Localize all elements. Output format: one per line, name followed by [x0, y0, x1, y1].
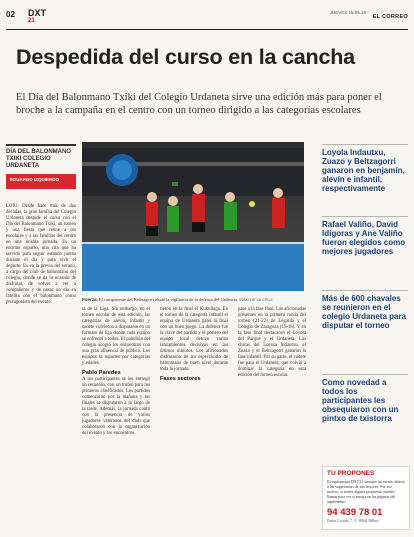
- author-box: [6, 174, 76, 189]
- deck: El Día del Balonmano Txiki del Colegio Urdaneta sirve una edición más para poner el broche a la campaña en el centro con un torneo dirigido a las categorías escolares: [16, 92, 382, 116]
- page-header: [6, 6, 408, 30]
- section-label: DXT 21: [28, 8, 46, 24]
- subhead-2: Fases sectores: [160, 376, 201, 382]
- dateline: JUEVES 15.05.18: [329, 10, 366, 15]
- subhead-1: Pablo Paredes: [82, 370, 121, 376]
- header-rule: [6, 29, 408, 30]
- column-3-text: tieron en la final el Kukullaga. En el torneo de la categoría infantil el equipo de Urdaneta ganó la final con un buen juego. La defensa fue la clave del partido y el portero del equipo local detuvo varios lanzamientos decisivos en los últimos minutos. Los aficionados disfrutaron de un espectáculo de balonmano de buen nivel durante toda la jornada.: [160, 307, 228, 372]
- headline: Despedida del curso en la cancha: [16, 45, 355, 69]
- body-column-1: [82, 307, 150, 437]
- rail-item-3: Más de 600 chavales se reunieron en el colegio Urdaneta para disputar el torneo: [322, 290, 408, 330]
- rail-item-4: Como novedad a todos los participantes les obsequiaron con un pintxo de txistorra: [322, 374, 408, 423]
- caption-text: El componente del Beltzagorri elude la vigilancia de la defensa del Urdaneta.: [98, 297, 239, 302]
- body-column-3: [238, 307, 306, 379]
- promo-phone: 94 439 78 01: [327, 507, 383, 518]
- column-1-text: ta de la Liga. Sin embargo, en el torneo escolar de esta edición, las categorías de alevín, infantil y cadete volvieron a disputarse en un formato de liga donde cada equipo se enfrentó a todos. El pabellón del colegio acogió los encuentros con una gran afluencia de público. Los equipos se reparten por categorías y edades.: [82, 307, 150, 366]
- body-left: LOIU. Desde hace más de dos décadas, la gran familia del Colegio Urdaneta despide el curso con el Día del Balonmano Txiki, un torneo y una fiesta que reúne a los escolares y a las familias del centro en una misma jornada. Es un enorme espacio, una cita que ha servido para seguir estando juntos durante el día y para vivir el deporte. Es en la previa del verano, a cargo del club de balonmano del colegio, donde se da la ocasión de disfrutar, de volver a ver a compañeros y de pasar un día en familia con el balonmano como protagonista del evento.: [6, 204, 76, 305]
- body-column-2: [160, 307, 228, 383]
- page-number: 02: [6, 10, 15, 19]
- promo-box: [322, 466, 410, 530]
- photo-credit: IÑAKI DE LA CRUZ: [239, 298, 273, 302]
- match-photo: [82, 142, 304, 291]
- newspaper-name: EL CORREO: [372, 14, 408, 20]
- promo-text: El suplemento DXT21 siempre ha estado abierto a las sugerencias de sus lectores. Por ese motivo, si tienes alguna propuesta, puedes llamar para ver si encaja en las páginas del suplemento.: [327, 479, 405, 504]
- left-column: [6, 144, 76, 534]
- promo-heading: TU PROPONES: [327, 470, 375, 477]
- event-tag: DÍA DEL BALONMANO TXIKI COLEGIO URDANETA: [6, 144, 76, 170]
- promo-address: Pintor Losada, 7. 3º 48004 Bilbao: [327, 519, 379, 523]
- column-4-text: pase a la fase final. Las aficionadas presentes en la primera ronda del torneo (21-22) de Legarda y el Colegio de Zaragoza (19-18). Y en la fase final destacaron el Loyola del Parque y el Urdaneta. Las chicas del Loyola Indautxu, el Zuazo y el Beltzagorri ganaron la fase infantil. Por su parte, el cadete fue para el Urdaneta, que volvió a dominar la categoría en esta edición del torneo escolar.: [238, 307, 306, 378]
- caption-lead: Fuerza.: [82, 297, 98, 302]
- column-2-text: A los participantes se les entregó un recuerdo, con un trofeo para los primeros clasificados. Los partidos comenzaron por la mañana y las finales se disputaron a lo largo de la tarde. Además, la jornada contó con la presencia de varios jugadores veteranos del club que colaboraron con la organización del evento y los encuentros.: [82, 377, 150, 436]
- author-name: EDUARDO IZQUIERDO: [10, 177, 60, 182]
- photo-caption: [82, 297, 306, 302]
- photo-illustration: [82, 142, 304, 291]
- section-sub: 21: [28, 18, 35, 24]
- rail-item-1: Loyola Indautxu, Zuazo y Beltzagorri ganaron en benjamín, alevín e infantil, respectivamente: [322, 144, 408, 193]
- rail-item-2: Rafael Valiño, David Idígoras y Ane Valiño fueron elegidos como mejores jugadores: [322, 216, 408, 256]
